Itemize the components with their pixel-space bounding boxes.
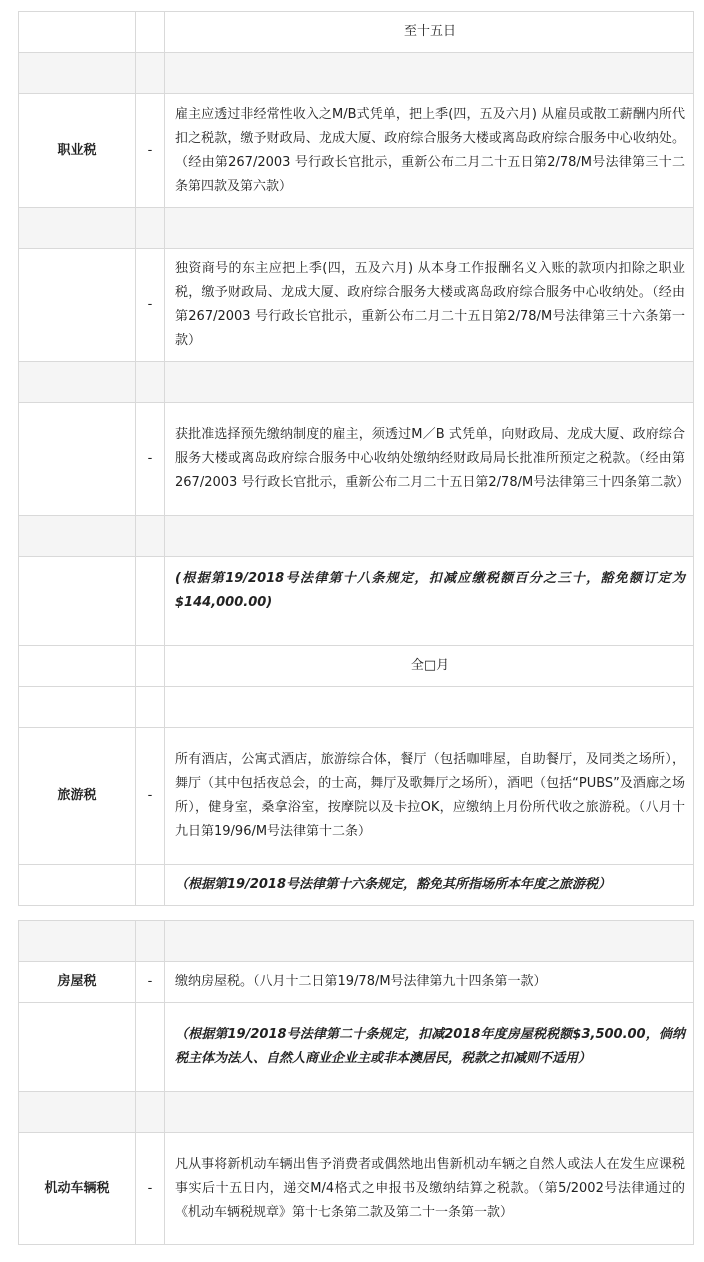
tax-description: 独资商号的东主应把上季(四，五及六月) 从本身工作报酬名义入账的款项内扣除之职业税，缴予财政局、龙成大厦、政府综合服务大楼或离岛政府综合服务中心收纳处。（经由第267/2003 号行政长官批示，重新公布二月二十五日第2/78/M号法律第三十六条第一款） xyxy=(165,249,694,362)
period-header: 全□月 xyxy=(165,646,694,687)
tax-type-label: 房屋税 xyxy=(19,962,136,1003)
table-row-blank xyxy=(19,53,694,94)
tax-type-label: 机动车辆税 xyxy=(19,1133,136,1245)
period-header: 至十五日 xyxy=(165,12,694,53)
tax-description: 获批准选择预先缴纳制度的雇主，须透过M／B 式凭单，向财政局、龙成大厦、政府综合服务大楼或离岛政府综合服务中心收纳处缴纳经财政局局长批准所预定之税款。（经由第267/2003 号行政长官批示，重新公布二月二十五日第2/78/M号法律第三十四条第二款） xyxy=(165,403,694,516)
tax-description: 凡从事将新机动车辆出售予消费者或偶然地出售新机动车辆之自然人或法人在发生应课税事实后十五日内，递交M/4格式之申报书及缴纳结算之税款。（第5/2002号法律通过的《机动车辆税规章》第十七条第二款及第二十一条第一款） xyxy=(165,1133,694,1245)
exemption-note: (根据第19/2018号法律第十八条规定，扣减应缴税额百分之三十，豁免额订定为$144,000.00) xyxy=(165,557,694,646)
dash: - xyxy=(136,94,165,208)
dash: - xyxy=(136,1133,165,1245)
exemption-note: （根据第19/2018号法律第十六条规定，豁免其所指场所本年度之旅游税） xyxy=(165,865,694,906)
exemption-note: （根据第19/2018号法律第二十条规定，扣减2018年度房屋税税额$3,500.00，倘纳税主体为法人、自然人商业企业主或非本澳居民，税款之扣减则不适用） xyxy=(165,1003,694,1092)
table-row-blank xyxy=(19,1092,694,1133)
tax-type-label: 旅游税 xyxy=(19,728,136,865)
table-row-blank xyxy=(19,208,694,249)
table-row-blank xyxy=(19,921,694,962)
table-row xyxy=(19,646,694,687)
dash: - xyxy=(136,728,165,865)
tax-type-label: 职业税 xyxy=(19,94,136,208)
dash: - xyxy=(136,403,165,516)
tax-schedule-table-2 xyxy=(18,920,694,1245)
tax-schedule-table-1 xyxy=(18,11,694,906)
dash: - xyxy=(136,962,165,1003)
table-row xyxy=(19,1003,694,1092)
table-row xyxy=(19,94,694,208)
tax-description: 缴纳房屋税。（八月十二日第19/78/M号法律第九十四条第一款） xyxy=(165,962,694,1003)
table-row xyxy=(19,728,694,865)
tax-description: 雇主应透过非经常性收入之M/B式凭单，把上季(四，五及六月) 从雇员或散工薪酬内所代扣之税款，缴予财政局、龙成大厦、政府综合服务大楼或离岛政府综合服务中心收纳处。（经由第267/2003 号行政长官批示，重新公布二月二十五日第2/78/M号法律第三十二条第四款及第六款） xyxy=(165,94,694,208)
table-row xyxy=(19,865,694,906)
table-row xyxy=(19,557,694,646)
table-row-blank xyxy=(19,516,694,557)
table-row xyxy=(19,403,694,516)
dash: - xyxy=(136,249,165,362)
table-row xyxy=(19,249,694,362)
table-row-blank xyxy=(19,362,694,403)
table-row xyxy=(19,12,694,53)
table-row-blank xyxy=(19,687,694,728)
table-row xyxy=(19,962,694,1003)
table-row xyxy=(19,1133,694,1245)
tax-description: 所有酒店，公寓式酒店，旅游综合体，餐厅（包括咖啡屋，自助餐厅，及同类之场所），舞厅（其中包括夜总会，的士高，舞厅及歌舞厅之场所），酒吧（包括“PUBS”及酒廊之场所），健身室，桑拿浴室，按摩院以及卡拉OK，应缴纳上月份所代收之旅游税。（八月十九日第19/96/M号法律第十二条） xyxy=(165,728,694,865)
